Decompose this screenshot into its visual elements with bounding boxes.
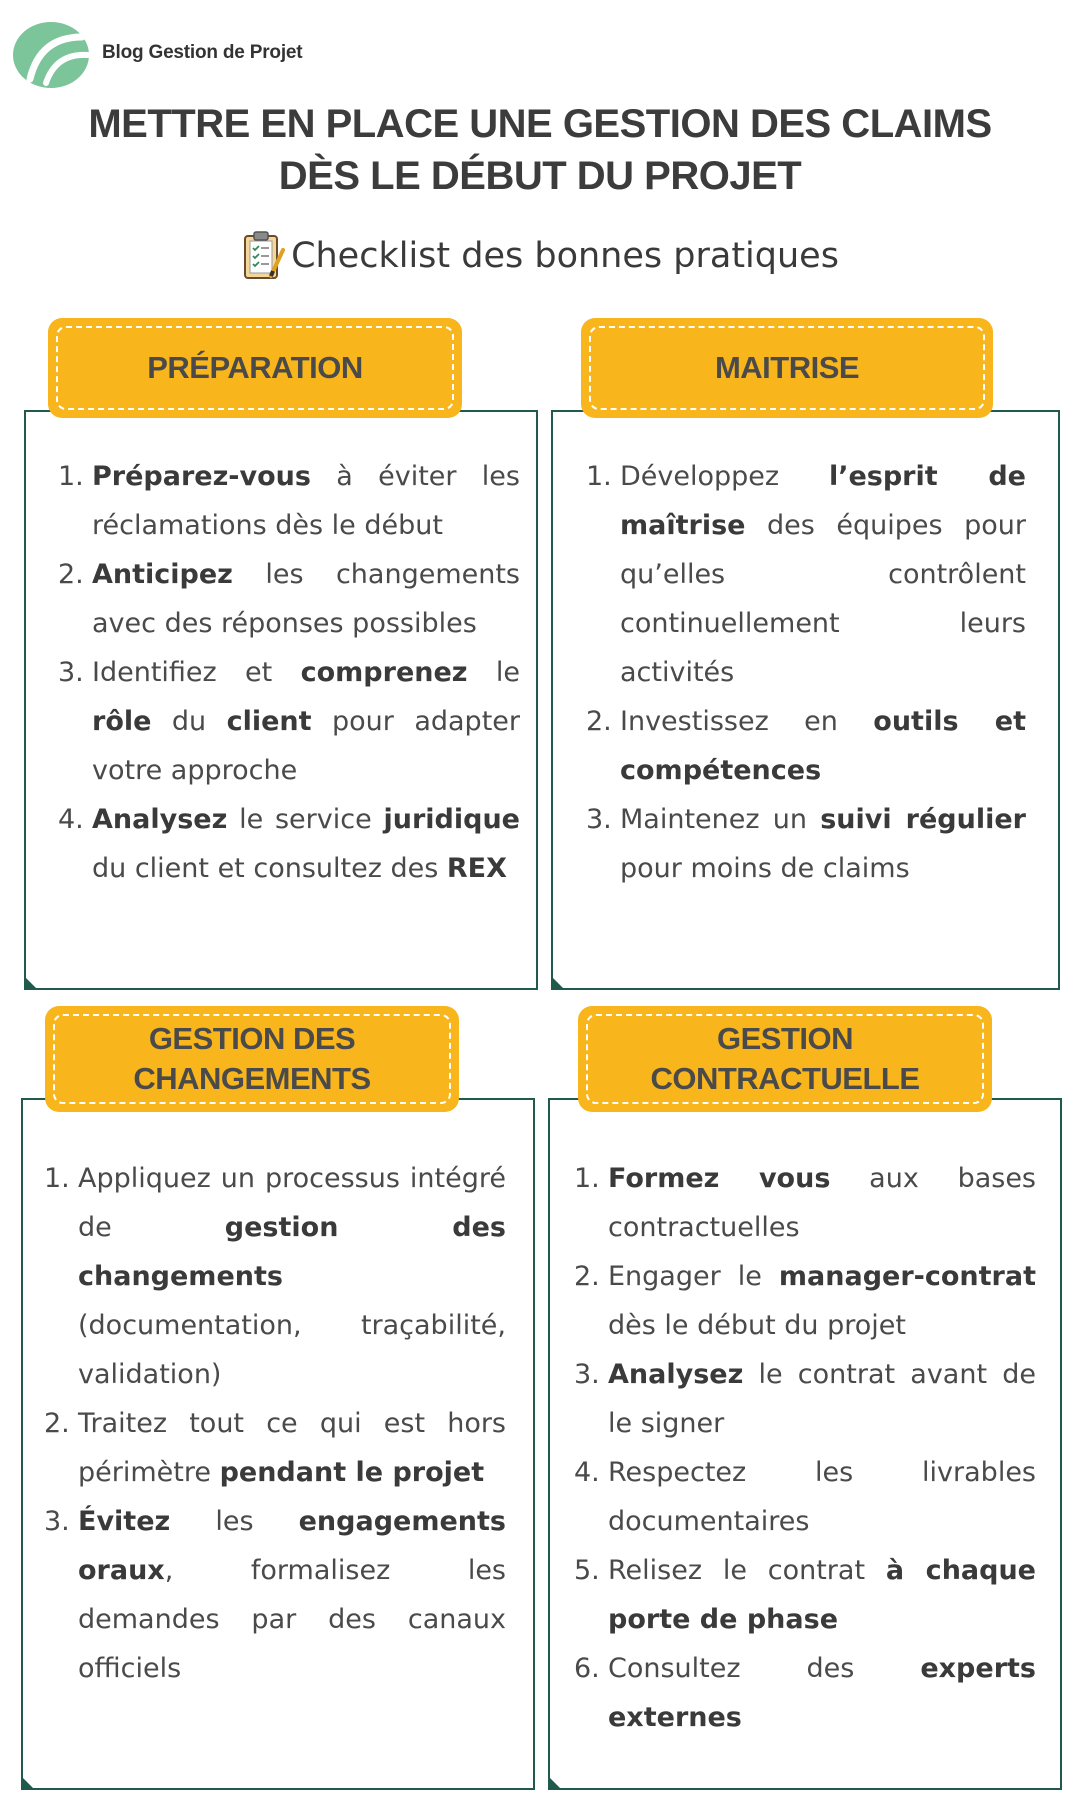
item-text: Traitez tout ce qui est hors périmètre bbox=[78, 1408, 506, 1488]
brand-name: Blog Gestion de Projet bbox=[102, 41, 303, 63]
section-title-line: MAITRISE bbox=[714, 350, 860, 385]
item-text: , formalisez les demandes par des canaux officiels bbox=[78, 1555, 506, 1684]
item-text-bold: l’esprit de maîtrise bbox=[620, 461, 1026, 541]
item-text-bold: outils et compétences bbox=[620, 706, 1026, 786]
tab-gestion-des-changements bbox=[45, 1006, 459, 1112]
list-item bbox=[586, 697, 1026, 795]
item-text-bold: Analysez bbox=[92, 804, 228, 835]
clipboard-checklist-icon bbox=[241, 230, 285, 282]
page-title bbox=[0, 98, 1080, 202]
item-text: Maintenez un bbox=[620, 804, 821, 835]
item-text-bold: rôle bbox=[92, 706, 152, 737]
item-text-bold: client bbox=[226, 706, 312, 737]
item-number: 6. bbox=[574, 1653, 600, 1684]
item-text-bold: suivi régulier bbox=[820, 804, 1026, 835]
page-title-line-1: METTRE EN PLACE UNE GESTION DES CLAIMS bbox=[88, 102, 992, 146]
list-item bbox=[58, 648, 520, 795]
tab-maitrise bbox=[581, 318, 993, 418]
item-text: dès le début du projet bbox=[608, 1310, 906, 1341]
list-item bbox=[58, 795, 520, 893]
section-title-line: GESTION bbox=[716, 1021, 853, 1056]
list-item bbox=[58, 550, 520, 648]
list-item bbox=[574, 1546, 1036, 1644]
item-text-bold: Analysez bbox=[608, 1359, 744, 1390]
tab-gestion-contractuelle bbox=[578, 1006, 992, 1112]
list-item bbox=[586, 795, 1026, 893]
list-item bbox=[44, 1497, 506, 1693]
list-item bbox=[574, 1448, 1036, 1546]
section-title bbox=[147, 348, 363, 388]
item-text: le contrat avant de le signer bbox=[608, 1359, 1036, 1439]
list-item bbox=[44, 1399, 506, 1497]
item-number: 3. bbox=[586, 804, 612, 835]
page-title-line-2: DÈS LE DÉBUT DU PROJET bbox=[278, 154, 802, 198]
item-text: du bbox=[151, 706, 227, 737]
brand-logo bbox=[10, 15, 302, 90]
list-preparation bbox=[58, 452, 520, 893]
item-number: 2. bbox=[574, 1261, 600, 1292]
item-number: 2. bbox=[586, 706, 612, 737]
item-text-bold: experts externes bbox=[608, 1653, 1036, 1733]
item-text: Développez bbox=[620, 461, 829, 492]
item-text: les bbox=[170, 1506, 299, 1537]
section-title-line: GESTION DES bbox=[148, 1021, 356, 1056]
item-text: le service bbox=[227, 804, 384, 835]
item-text: Engager le bbox=[608, 1261, 779, 1292]
list-item bbox=[574, 1350, 1036, 1448]
item-text: les changements avec des réponses possibles bbox=[92, 559, 520, 639]
item-number: 4. bbox=[58, 804, 84, 835]
item-text: à éviter les réclamations dès le début bbox=[92, 461, 520, 541]
list-item bbox=[574, 1252, 1036, 1350]
item-text: Respectez les livrables documentaires bbox=[608, 1457, 1036, 1537]
item-text-bold: engagements oraux bbox=[78, 1506, 506, 1586]
subtitle-text: Checklist des bonnes pratiques bbox=[291, 236, 839, 276]
item-number: 1. bbox=[44, 1163, 70, 1194]
item-number: 1. bbox=[574, 1163, 600, 1194]
item-text: Identifiez et bbox=[92, 657, 301, 688]
item-text-bold: Évitez bbox=[78, 1506, 171, 1537]
item-text-bold: comprenez bbox=[300, 657, 468, 688]
list-item bbox=[574, 1154, 1036, 1252]
section-title-line: PRÉPARATION bbox=[147, 350, 363, 385]
item-number: 1. bbox=[58, 461, 84, 492]
section-title-line: CHANGEMENTS bbox=[133, 1061, 371, 1096]
list-item bbox=[574, 1644, 1036, 1742]
item-text-bold: gestion des changements bbox=[78, 1212, 506, 1292]
item-text: Investissez en bbox=[620, 706, 874, 737]
section-title-line: CONTRACTUELLE bbox=[650, 1061, 920, 1096]
item-number: 4. bbox=[574, 1457, 600, 1488]
item-text: Appliquez un processus intégré de bbox=[78, 1163, 506, 1243]
section-title bbox=[133, 1019, 370, 1099]
item-number: 5. bbox=[574, 1555, 600, 1586]
item-text-bold: Préparez-vous bbox=[92, 461, 311, 492]
item-number: 3. bbox=[44, 1506, 70, 1537]
item-number: 2. bbox=[58, 559, 84, 590]
item-text: le bbox=[467, 657, 520, 688]
item-text-bold: manager-contrat bbox=[778, 1261, 1036, 1292]
item-text-bold: Anticipez bbox=[92, 559, 233, 590]
list-maitrise bbox=[586, 452, 1026, 893]
section-title bbox=[650, 1019, 919, 1099]
item-text-bold: juridique bbox=[383, 804, 520, 835]
list-gestion-contractuelle bbox=[574, 1154, 1036, 1742]
tab-preparation bbox=[48, 318, 462, 418]
list-gestion-des-changements bbox=[44, 1154, 506, 1693]
item-text: (documentation, traçabilité, validation) bbox=[78, 1310, 506, 1390]
list-item bbox=[58, 452, 520, 550]
subtitle bbox=[0, 228, 1080, 284]
item-text: pour moins de claims bbox=[620, 853, 910, 884]
item-text: des équipes pour qu’elles contrôlent continuellement leurs activités bbox=[620, 510, 1026, 688]
item-text: Relisez le contrat bbox=[608, 1555, 886, 1586]
green-leaf-logo-icon bbox=[10, 17, 92, 89]
item-number: 2. bbox=[44, 1408, 70, 1439]
list-item bbox=[44, 1154, 506, 1399]
item-text-bold: à chaque porte de phase bbox=[608, 1555, 1036, 1635]
item-text: pour adapter votre approche bbox=[92, 706, 520, 786]
item-number: 1. bbox=[586, 461, 612, 492]
section-title bbox=[715, 348, 859, 388]
item-text-bold: pendant le projet bbox=[219, 1457, 485, 1488]
item-text: du client et consultez des bbox=[92, 853, 447, 884]
item-text: aux bases contractuelles bbox=[608, 1163, 1037, 1243]
item-number: 3. bbox=[574, 1359, 600, 1390]
item-text-bold: Formez vous bbox=[608, 1163, 831, 1194]
item-text: Consultez des bbox=[608, 1653, 921, 1684]
list-item bbox=[586, 452, 1026, 697]
item-text-bold: REX bbox=[446, 853, 507, 884]
item-number: 3. bbox=[58, 657, 84, 688]
